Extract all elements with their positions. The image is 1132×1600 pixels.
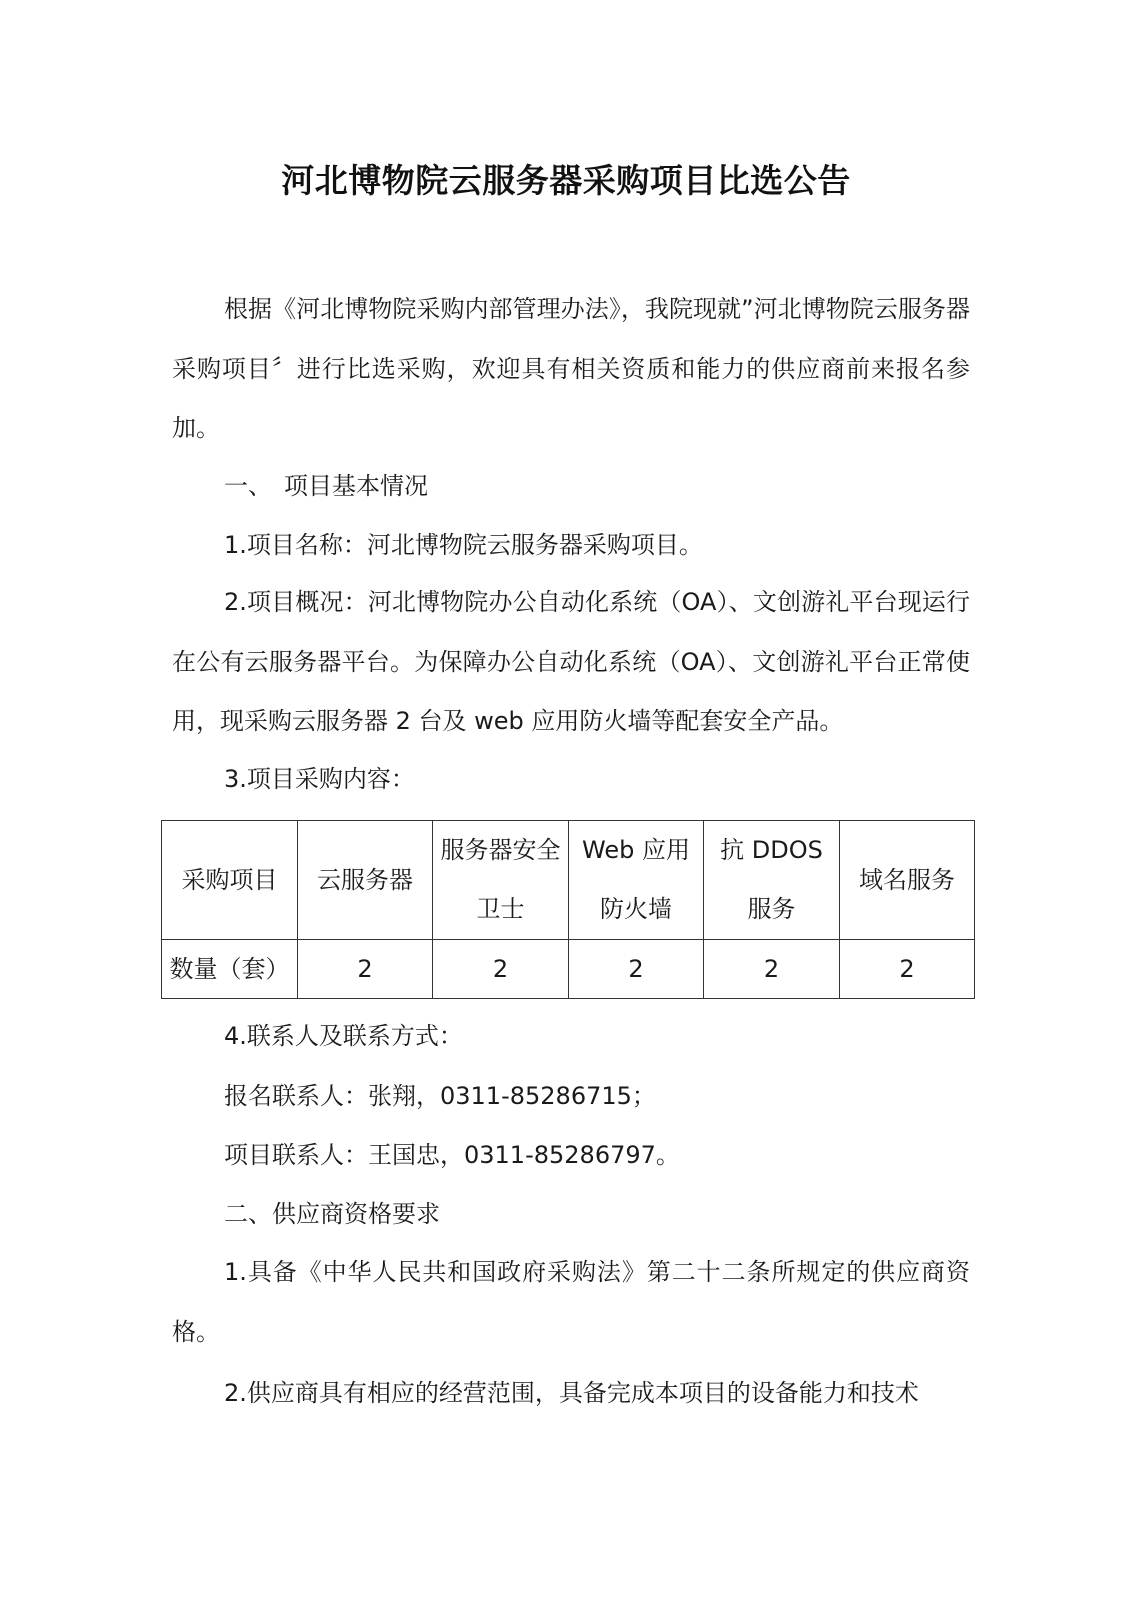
- table-cell: 2: [433, 940, 569, 999]
- registration-contact: 报名联系人：张翔，0311-85286715；: [224, 1082, 656, 1110]
- procurement-table: [161, 820, 975, 999]
- document-title: 河北博物院云服务器采购项目比选公告: [281, 161, 851, 200]
- contact-heading: 4.联系人及联系方式：: [224, 1022, 463, 1050]
- table-header-cell: 采购项目: [162, 821, 298, 940]
- table-cell: 2: [569, 940, 704, 999]
- table-cell: 2: [298, 940, 433, 999]
- project-overview-paragraph: 2.项目概况：河北博物院办公自动化系统（OA）、文创游礼平台现运行在公有云服务器平台。为保障办公自动化系统（OA）、文创游礼平台正常使用，现采购云服务器 2 台及 web 应用防火墙等配套安全产品。: [172, 588, 970, 735]
- table-cell: 2: [840, 940, 975, 999]
- section-1-heading: 一、 项目基本情况: [224, 472, 428, 500]
- table-header-cell: 抗 DDOS 服务: [704, 821, 840, 940]
- table-header-cell: 服务器安全卫士: [433, 821, 569, 940]
- procurement-content-heading: 3.项目采购内容：: [224, 765, 415, 793]
- table-row-label: 数量（套）: [162, 940, 298, 999]
- qualification-item-2: 2.供应商具有相应的经营范围，具备完成本项目的设备能力和技术: [224, 1379, 919, 1407]
- intro-paragraph: 根据《河北博物院采购内部管理办法》，我院现就”河北博物院云服务器采购项目〞进行比选采购，欢迎具有相关资质和能力的供应商前来报名参加。: [172, 295, 970, 442]
- qualification-item-1: 1.具备《中华人民共和国政府采购法》第二十二条所规定的供应商资格。: [172, 1258, 970, 1346]
- table-header-cell: 云服务器: [298, 821, 433, 940]
- table-header-cell: Web 应用防火墙: [569, 821, 704, 940]
- project-contact: 项目联系人：王国忠，0311-85286797。: [224, 1141, 680, 1169]
- section-2-heading: 二、供应商资格要求: [224, 1200, 440, 1228]
- table-header-row: [162, 821, 975, 940]
- project-name-item: 1.项目名称：河北博物院云服务器采购项目。: [224, 531, 703, 559]
- table-header-cell: 域名服务: [840, 821, 975, 940]
- table-cell: 2: [704, 940, 840, 999]
- table-row: [162, 940, 975, 999]
